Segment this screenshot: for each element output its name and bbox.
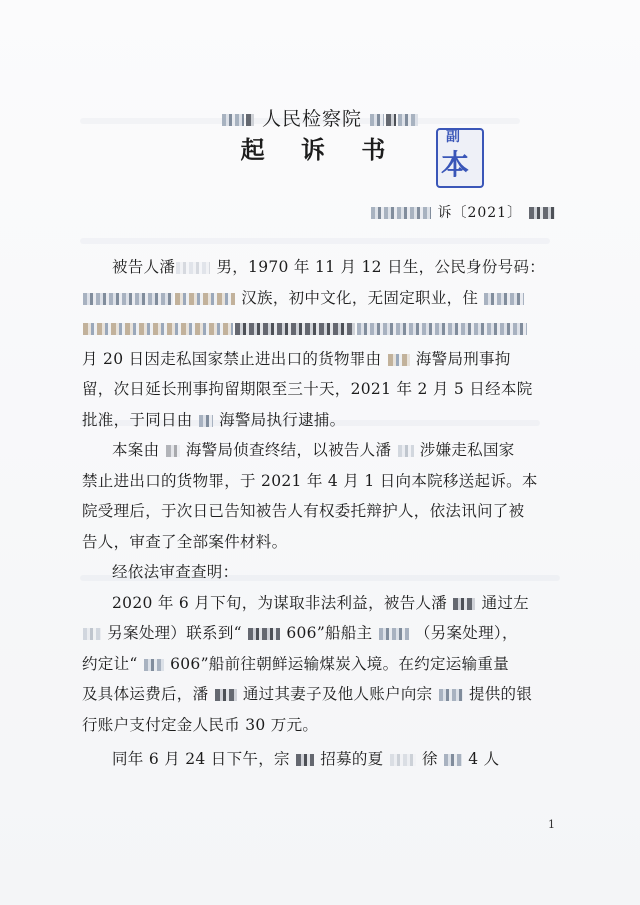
text-line — [82, 313, 560, 344]
redaction-mosaic — [379, 628, 409, 640]
text-line — [82, 405, 560, 436]
redaction-mosaic — [296, 754, 314, 766]
text-segment: 本案由 — [112, 441, 160, 459]
text-segment: 同年 6 月 24 日下午，宗 — [112, 750, 290, 768]
redaction-mosaic — [248, 628, 280, 640]
redaction-mosaic — [222, 114, 244, 126]
text-line — [82, 588, 560, 619]
redaction-mosaic — [386, 114, 396, 126]
redaction-mosaic — [83, 293, 173, 305]
text-line — [82, 374, 560, 405]
text-segment: 徐 — [421, 750, 438, 768]
page-number: 1 — [548, 818, 555, 831]
redaction-mosaic — [83, 323, 233, 335]
text-segment: 约定让“ — [82, 654, 138, 673]
redaction-mosaic — [176, 262, 210, 274]
text-segment: 通过其妻子及他人账户向宗 — [242, 685, 433, 703]
text-segment: 禁止进出口的货物罪，于 2021 年 4 月 1 日向本院移送起诉。本 — [82, 471, 538, 490]
doc-number-text: 诉〔2021〕 — [437, 205, 523, 221]
text-segment: 告人，审查了全部案件材料。 — [82, 532, 288, 551]
text-segment: 汉族，初中文化，无固定职业，住 — [241, 288, 479, 307]
text-segment: 另案处理）联系到“ — [107, 624, 242, 642]
text-segment: 月 20 日因走私国家禁止进出口的货物罪由 — [82, 349, 382, 368]
text-line — [82, 710, 560, 741]
redaction-mosaic — [398, 445, 414, 457]
redaction-mosaic — [199, 415, 213, 427]
redaction-mosaic — [390, 754, 416, 766]
indictment-body — [82, 252, 560, 775]
document-number — [370, 202, 556, 222]
redaction-mosaic — [144, 659, 164, 671]
redaction-mosaic — [83, 628, 101, 640]
redaction-mosaic — [246, 114, 254, 126]
text-segment: 经依法审查查明： — [112, 563, 239, 581]
text-segment: 涉嫌走私国家 — [419, 441, 515, 459]
procuratorate-header — [0, 104, 640, 131]
text-line — [82, 527, 560, 558]
text-line — [82, 744, 560, 775]
redaction-mosaic — [166, 445, 180, 457]
document-title: 起 诉 书 — [240, 135, 400, 164]
text-segment: 男，1970 年 11 月 12 日生，公民身份号码： — [216, 258, 546, 276]
agency-name: 人民检察院 — [261, 108, 362, 130]
text-line — [82, 466, 560, 497]
text-line — [82, 496, 560, 527]
text-segment: （另案处理）， — [414, 624, 518, 642]
redaction-mosaic — [529, 207, 555, 219]
text-line — [82, 557, 560, 588]
seal-main-text: 本 — [441, 148, 470, 181]
text-segment: 海警局侦查终结，以被告人潘 — [185, 441, 392, 459]
redaction-mosaic — [453, 598, 475, 610]
text-segment: 通过左 — [481, 593, 529, 612]
text-segment: 提供的银 — [468, 685, 533, 703]
text-segment: 批准，于同日由 — [82, 410, 193, 429]
copy-seal-stamp — [436, 128, 484, 188]
redaction-mosaic — [370, 114, 384, 126]
redaction-mosaic — [484, 293, 524, 305]
text-segment: 606”船船主 — [286, 624, 373, 642]
redaction-mosaic — [398, 114, 418, 126]
text-line — [82, 435, 560, 466]
text-segment: 院受理后，于次日已告知被告人有权委托辩护人，依法讯问了被 — [82, 502, 525, 520]
redaction-mosaic — [444, 754, 462, 766]
text-segment: 4 人 — [468, 750, 500, 768]
text-segment: 及具体运费后，潘 — [82, 685, 209, 703]
text-segment: 606”船前往朝鲜运输煤炭入境。在约定运输重量 — [170, 654, 510, 673]
text-segment: 留，次日延长刑事拘留期限至三十天，2021 年 2 月 5 日经本院 — [82, 380, 533, 398]
redaction-mosaic — [371, 207, 431, 219]
text-segment: 行账户支付定金人民币 30 万元。 — [82, 715, 319, 734]
text-line — [82, 649, 560, 680]
text-segment: 海警局刑事拘 — [415, 349, 511, 368]
text-line — [82, 344, 560, 375]
text-line — [82, 283, 560, 314]
redaction-mosaic — [235, 323, 355, 335]
text-line — [82, 679, 560, 710]
seal-top-text: 副 — [446, 129, 460, 145]
text-segment: 被告人潘 — [112, 258, 176, 276]
text-segment: 招募的夏 — [320, 750, 384, 768]
text-segment: 2020 年 6 月下旬，为谋取非法利益，被告人潘 — [112, 593, 448, 612]
text-line — [82, 252, 560, 283]
text-segment: 海警局执行逮捕。 — [219, 410, 346, 429]
text-line — [82, 618, 560, 649]
redaction-mosaic — [388, 354, 410, 366]
redaction-mosaic — [439, 689, 463, 701]
redaction-mosaic — [175, 293, 235, 305]
redaction-mosaic — [215, 689, 237, 701]
redaction-mosaic — [357, 323, 527, 335]
bleed-through-text — [80, 238, 550, 244]
